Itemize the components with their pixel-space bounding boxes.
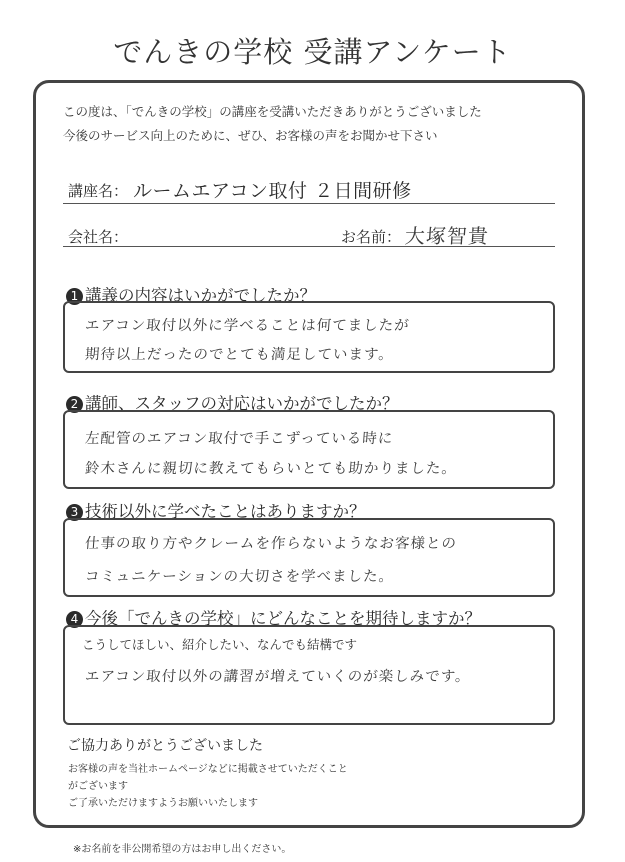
question-4-number: 4 bbox=[66, 611, 83, 628]
company-label: 会社名： bbox=[68, 228, 129, 246]
question-3-answer-line-1: 仕事の取り方やクレームを作らないようなお客様との bbox=[84, 536, 458, 552]
intro-line-1: この度は、「でんきの学校」の講座を受講いただきありがとうございました bbox=[63, 104, 482, 119]
question-3-answer-line-2: コミュニケーションの大切さを学べました。 bbox=[84, 569, 395, 585]
question-3-text: 技術以外に学べたことはありますか？ bbox=[85, 502, 366, 521]
page-title: でんきの学校 受講アンケート bbox=[113, 35, 512, 69]
question-1-answer-line-2: 期待以上だったのでとても満足しています。 bbox=[84, 347, 395, 363]
question-4-answer-box bbox=[63, 625, 555, 725]
name-value: 大塚智貴 bbox=[404, 224, 490, 248]
course-underline bbox=[63, 203, 555, 204]
question-2-answer-box bbox=[63, 410, 555, 489]
publication-note-2: がございます bbox=[68, 781, 128, 792]
course-label: 講座名： bbox=[68, 182, 129, 200]
question-3-number: 3 bbox=[66, 504, 83, 521]
course-value: ルームエアコン取付 ２日間研修 bbox=[133, 180, 412, 202]
question-4-text: 今後「でんきの学校」にどんなことを期待しますか？ bbox=[85, 609, 481, 628]
question-1-number: 1 bbox=[66, 288, 83, 305]
question-2-number: 2 bbox=[66, 396, 83, 413]
question-2-answer-line-1: 左配管のエアコン取付で手こずっている時に bbox=[84, 431, 394, 447]
question-1-answer-box bbox=[63, 301, 555, 373]
question-1-answer-line-1: エアコン取付以外に学べることは何てましたが bbox=[84, 318, 411, 334]
question-2-text: 講師、スタッフの対応はいかがでしたか？ bbox=[85, 394, 399, 413]
question-4-hint: こうしてほしい、紹介したい、なんでも結構です bbox=[82, 637, 358, 652]
publication-note-1: お客様の声を当社ホームページなどに掲載させていただくこと bbox=[68, 764, 348, 775]
thanks-text: ご協力ありがとうございました bbox=[67, 738, 263, 754]
company-name-underline bbox=[63, 246, 555, 247]
question-3-answer-box bbox=[63, 518, 555, 597]
footnote: ※お名前を非公開希望の方はお申し出ください。 bbox=[73, 844, 292, 855]
question-2-answer-line-2: 鈴木さんに親切に教えてもらいとても助かりました。 bbox=[84, 461, 458, 477]
name-label: お名前： bbox=[341, 228, 402, 246]
question-4-answer-line-1: エアコン取付以外の講習が増えていくのが楽しみです。 bbox=[84, 669, 472, 685]
intro-line-2: 今後のサービス向上のために、ぜひ、お客様の声をお聞かせ下さい bbox=[63, 128, 438, 143]
question-1-text: 講義の内容はいかがでしたか？ bbox=[85, 286, 316, 305]
publication-note-3: ご了承いただけますようお願いいたします bbox=[68, 798, 258, 809]
